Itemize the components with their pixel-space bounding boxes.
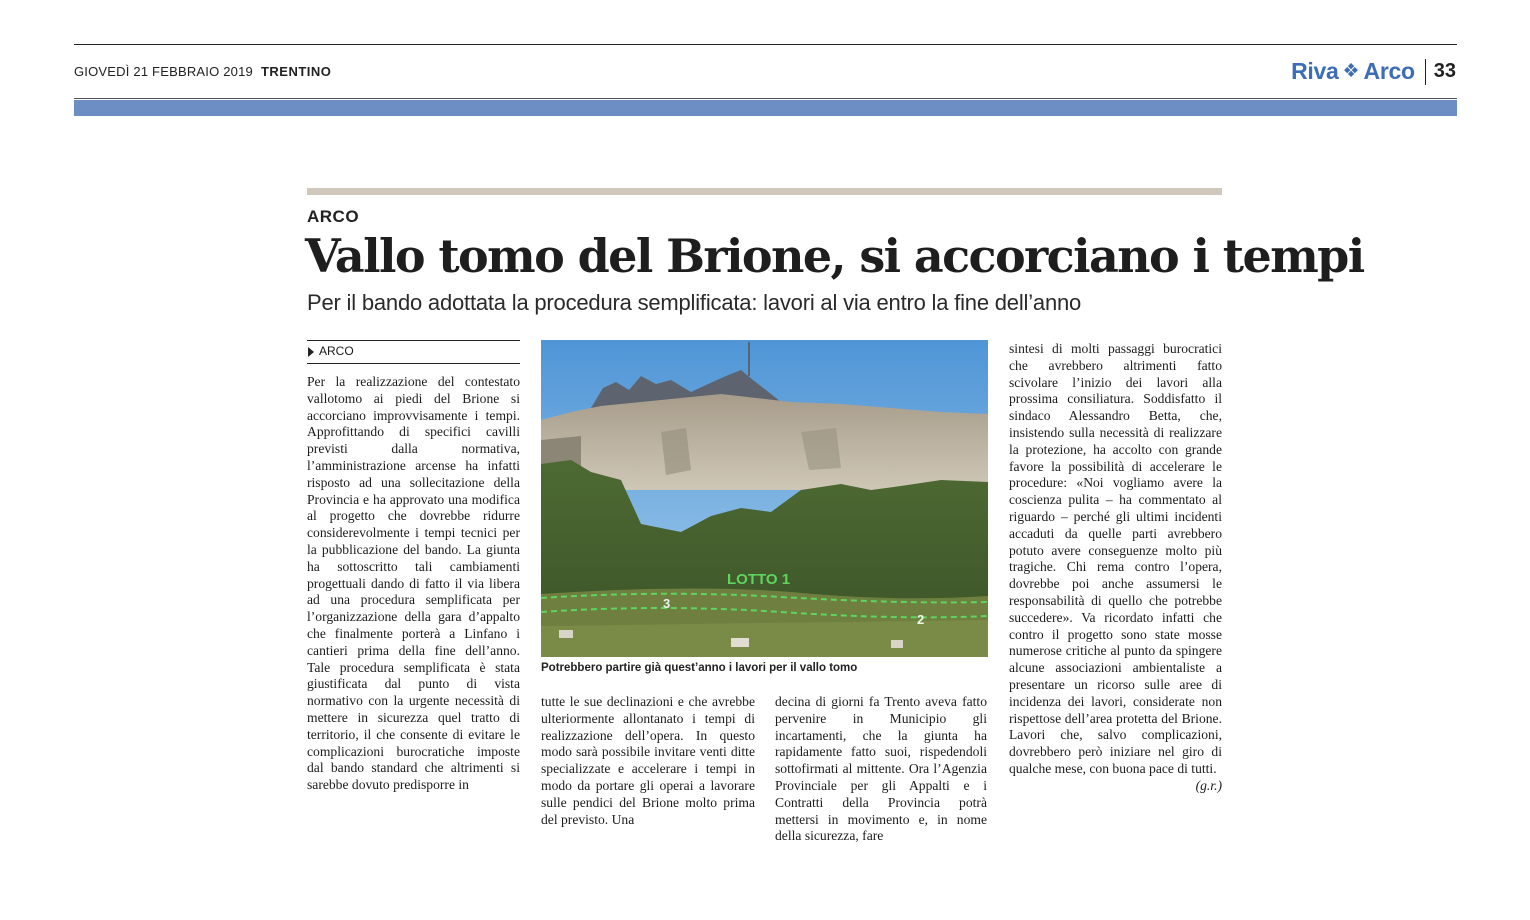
article-column-4-text: sintesi di molti passaggi burocratici che avrebbero altrimenti fatto scivolare l’inizio dei lavori alla prossima consiliatura. Soddisfatto il sindaco Alessandro Betta, che, insistendo sulla necessità di realizzare la protezione, ha accolto con grande favore la possibilità di accelerare le procedure: «Noi vogliamo avere la coscienza pulita – ha commentato al riguardo – perché gli ultimi incidenti accaduti da quelle parti avrebbero potuto avere conseguenze molto più tragiche. Chi rema contro l’opera, dovrebbe poi anche assumersi le responsabilità di quello che potrebbe succedere». Va ricordato infatti che contro il progetto sono state mosse numerose critiche al punto da spingere alcune associazioni ambientaliste a presentare un ricorso sulle aree di incidenza dei lavori, considerate non rispettose dell’area protetta del Brione. Lavori che, salvo complicazioni, dovrebbero però iniziare nel giro di qualche mese, con buona pace di tutti.: [1009, 341, 1222, 776]
photo-label-lot: LOTTO 1: [727, 571, 791, 588]
section-arco: Arco: [1363, 58, 1415, 84]
article-column-2: tutte le sue declinazioni e che avrebbe ulteriormente allontanato i tempi di realizzazione dell’opera. In questo modo sarà possibile invitare venti ditte specializzate e accelerare i tempi in modo da portare gli operai a lavorare sulle pendici del Brione molto prima del previsto. Una: [541, 694, 755, 827]
newspaper-name: TRENTINO: [260, 64, 332, 79]
top-rule: [74, 44, 1457, 45]
article-kicker: ARCO: [307, 207, 360, 226]
article-column-4: [1009, 341, 1222, 795]
author-signature: (g.r.): [1195, 777, 1222, 793]
triangle-icon: [308, 347, 314, 357]
article-column-3: decina di giorni fa Trento aveva fatto pervenire in Municipio gli incartamenti, che la giunta ha rapidamente fatto suoi, rispedendoli sottofirmati al mittente. Ora l’Agenzia Provinciale per gli Appalti e i Contratti della Provincia potrà mettersi in movimento e, in nome della sicurezza, fare: [775, 694, 987, 844]
article-column-1: Per la realizzazione del contestato vallotomo ai piedi del Brione si accorciano improvvisamente i tempi. Approfittando di specifici cavilli previsti dalla normativa, l’amministrazione arcense ha infatti risposto ad una sollecitazione della Provincia e ha approvato una modifica al progetto che dovrebbe ridurre considerevolmente i tempi tecnici per la pubblicazione del bando. La giunta ha sottoscritto tali cambiamenti progettuali dando di fatto il via libera ad una procedura semplificata per l’organizzazione della gara d’appalto che finalmente porterà a Linfano i cantieri prima della fine dell’anno. Tale procedura semplificata è stata giustificata dal punto di vista normativo con la urgente necessità di mettere in sicurezza quel tratto di territorio, il che consente di evitare le complicazioni burocratiche imposte dal bando standard che altrimenti si sarebbe dovuto predisporre in: [307, 374, 520, 793]
photo-label-3: 3: [663, 596, 671, 611]
band-rule: [74, 98, 1457, 99]
header-date: GIOVEDÌ 21 FEBBRAIO 2019: [74, 64, 253, 79]
header-dateline: [74, 64, 331, 79]
brione-mountain-photo: [541, 340, 988, 657]
photo-label-2: 2: [917, 612, 925, 627]
section-riva: Riva: [1291, 58, 1339, 84]
article-top-rule: [307, 188, 1222, 195]
header-section: [1291, 58, 1456, 85]
photo-caption: Potrebbero partire già quest’anno i lavori per il vallo tomo: [541, 662, 858, 674]
section-color-band: [74, 100, 1457, 116]
page-number: 33: [1433, 60, 1456, 82]
article-subheadline: Per il bando adottata la procedura semplificata: lavori al via entro la fine dell’anno: [307, 290, 1082, 315]
diamond-icon: ❖: [1342, 61, 1360, 82]
dateline-label: ARCO: [319, 344, 354, 358]
article-photo: [541, 340, 988, 657]
article-headline: Vallo tomo del Brione, si accorciano i tempi: [305, 229, 1364, 283]
header-divider: [1425, 59, 1426, 85]
dateline-box: [307, 340, 520, 364]
